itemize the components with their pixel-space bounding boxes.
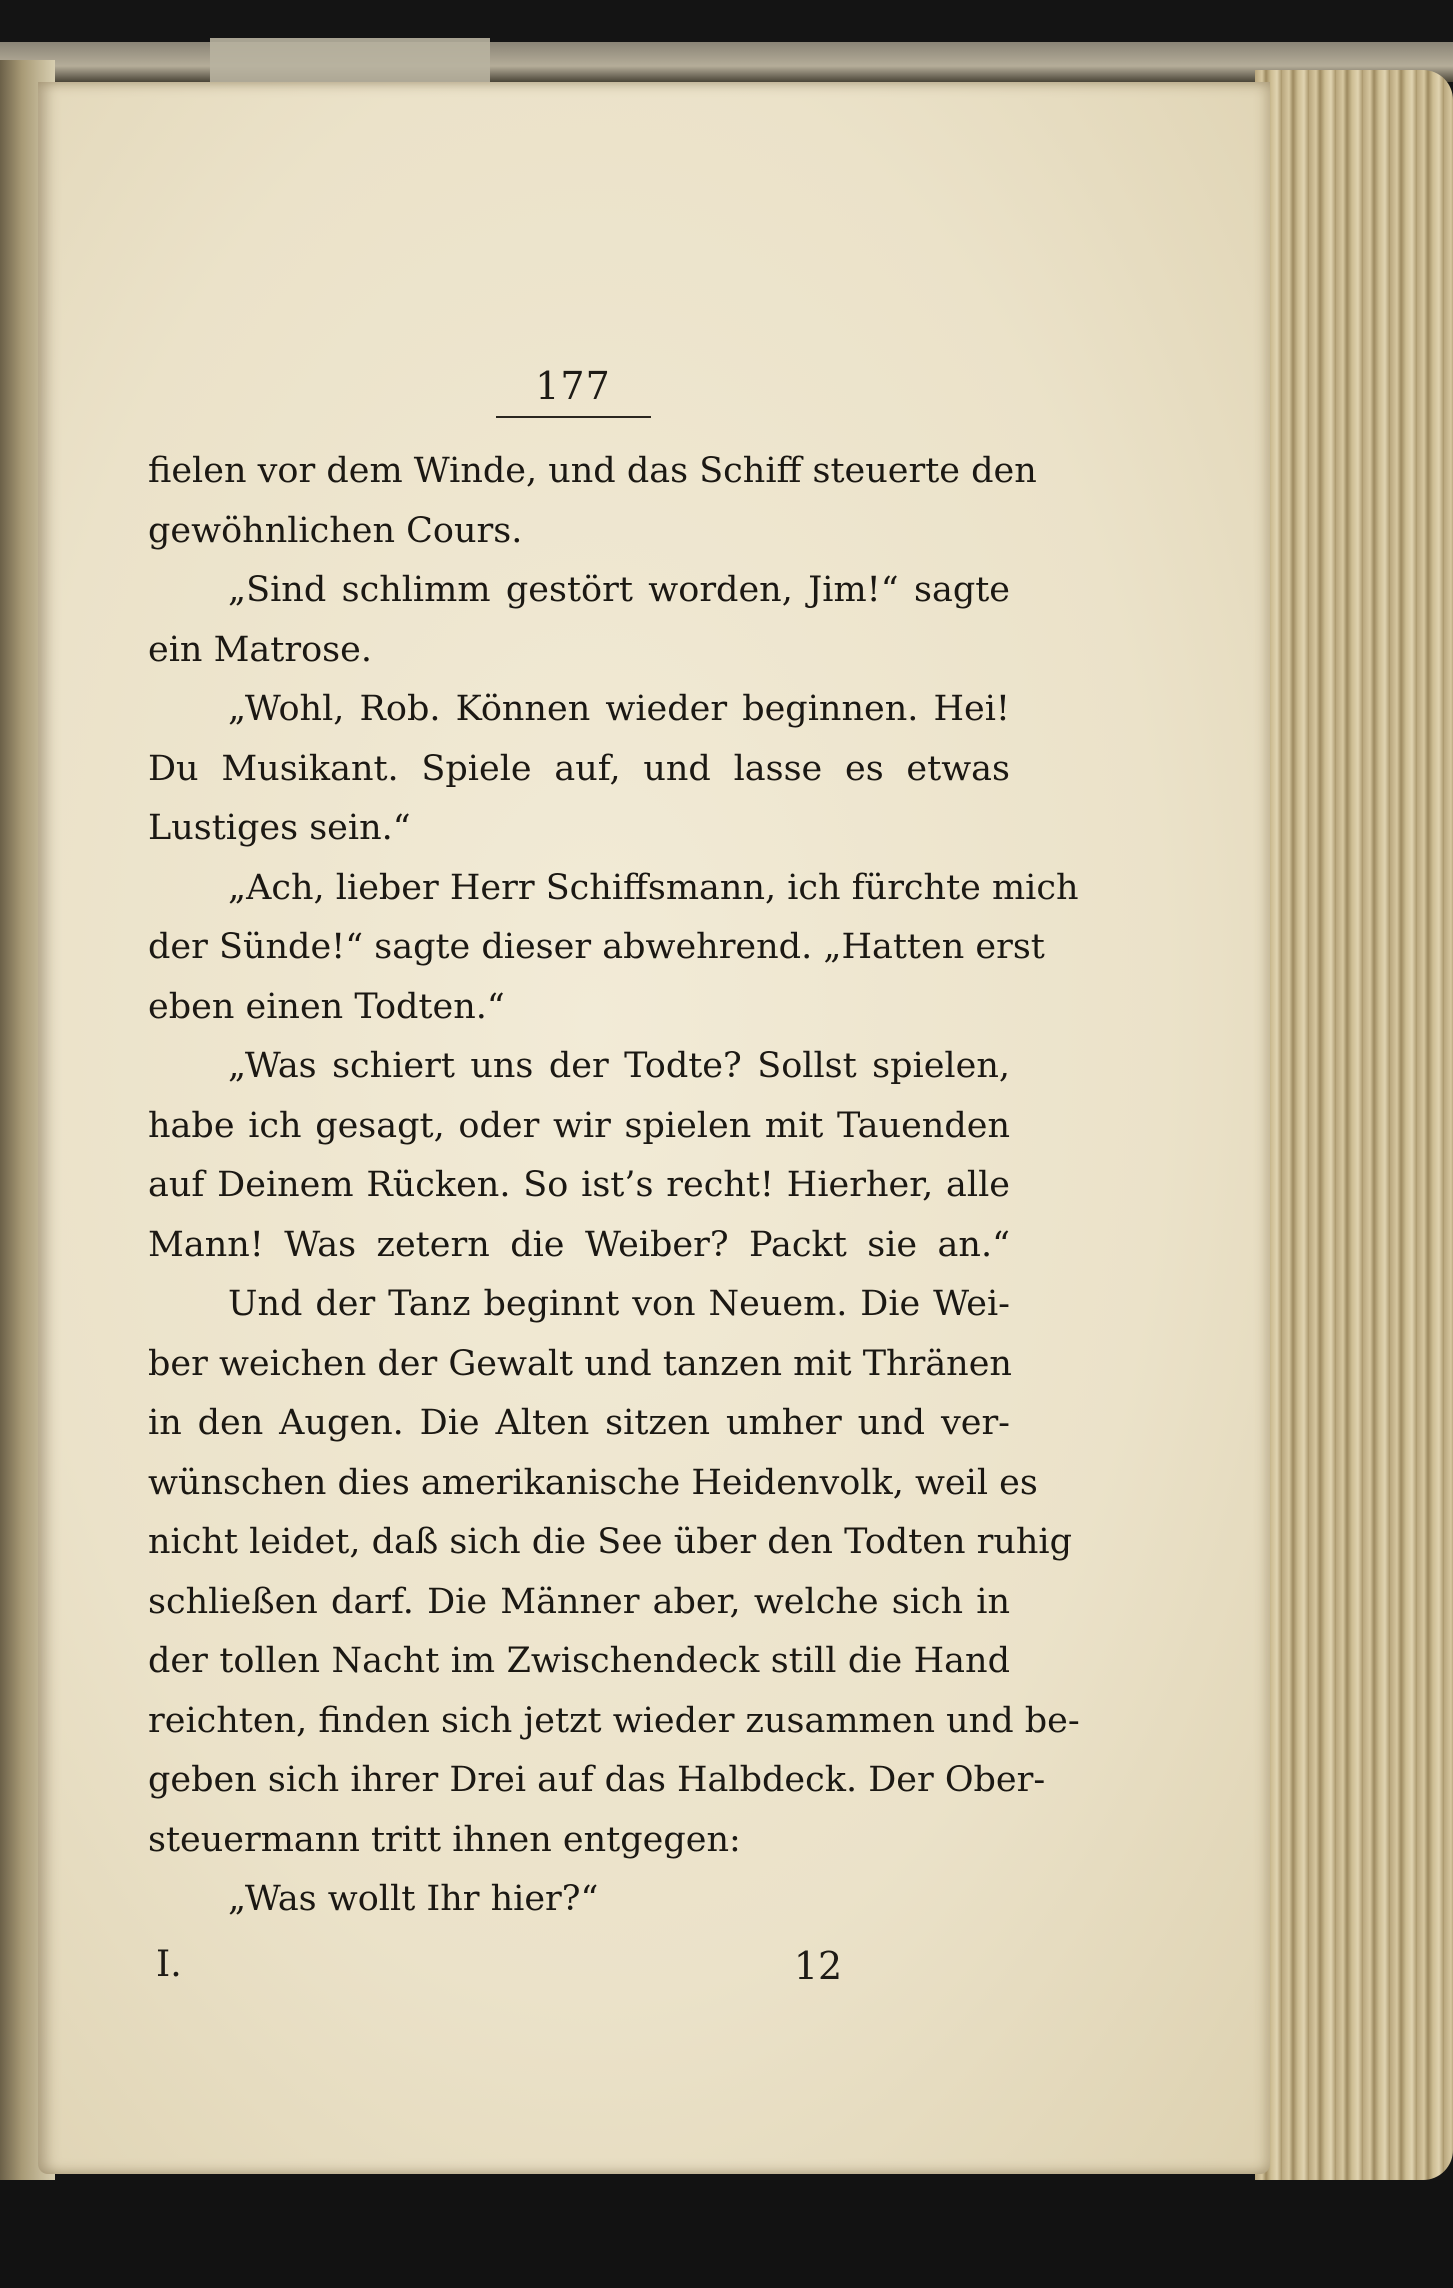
book-page <box>38 82 1270 2174</box>
text-line: auf Deinem Rücken. So ist’s recht! Hierher, alle <box>148 1165 1010 1205</box>
text-line: fielen vor dem Winde, und das Schiff steuerte den <box>148 451 1037 491</box>
text-line: nicht leidet, daß sich die See über den Todten ruhig <box>148 1522 1073 1562</box>
text-line: ein Matrose. <box>148 629 372 670</box>
text-line: steuermann tritt ihnen entgegen: <box>148 1819 741 1860</box>
text-line: in den Augen. Die Alten sitzen umher und ver- <box>148 1403 1010 1443</box>
text-line: „Sind schlimm gestört worden, Jim!“ sagte <box>228 570 1010 610</box>
text-line: „Wohl, Rob. Können wieder beginnen. Hei! <box>228 689 1010 729</box>
body-text <box>148 442 1080 1930</box>
text-line: gewöhnlichen Cours. <box>148 510 523 551</box>
text-line: geben sich ihrer Drei auf das Halbdeck. Der Ober- <box>148 1760 1046 1800</box>
text-line: reichten, finden sich jetzt wieder zusammen und be- <box>148 1700 1080 1741</box>
text-line: Mann! Was zetern die Weiber? Packt sie an.“ <box>148 1224 1010 1265</box>
text-line: „Was schiert uns der Todte? Sollst spielen, <box>228 1046 1010 1086</box>
signature-number: 12 <box>793 1944 843 1988</box>
text-line: Du Musikant. Spiele auf, und lasse es etwas <box>148 748 1010 789</box>
text-line: der tollen Nacht im Zwischendeck still die Hand <box>148 1641 1010 1681</box>
text-line: habe ich gesagt, oder wir spielen mit Tauenden <box>148 1105 1010 1146</box>
text-line: wünschen dies amerikanische Heidenvolk, weil es <box>148 1462 1038 1503</box>
page-number: 177 <box>535 364 611 408</box>
text-line: der Sünde!“ sagte dieser abwehrend. „Hatten erst <box>148 927 1045 967</box>
text-line: schließen darf. Die Männer aber, welche sich in <box>148 1581 1010 1622</box>
page-edges <box>1255 70 1453 2180</box>
text-line: Und der Tanz beginnt von Neuem. Die Wei- <box>228 1284 1010 1324</box>
header-rule <box>496 416 651 418</box>
scan-bottom-edge <box>0 2180 1453 2288</box>
text-line: „Ach, lieber Herr Schiffsmann, ich fürchte mich <box>228 867 1079 908</box>
text-line: eben einen Todten.“ <box>148 986 505 1027</box>
text-line: ber weichen der Gewalt und tanzen mit Thränen <box>148 1343 1012 1384</box>
text-line: Lustiges sein.“ <box>148 808 411 848</box>
tape-strip <box>210 38 490 88</box>
signature-mark: I. <box>156 1944 182 1985</box>
text-line: „Was wollt Ihr hier?“ <box>228 1879 599 1919</box>
